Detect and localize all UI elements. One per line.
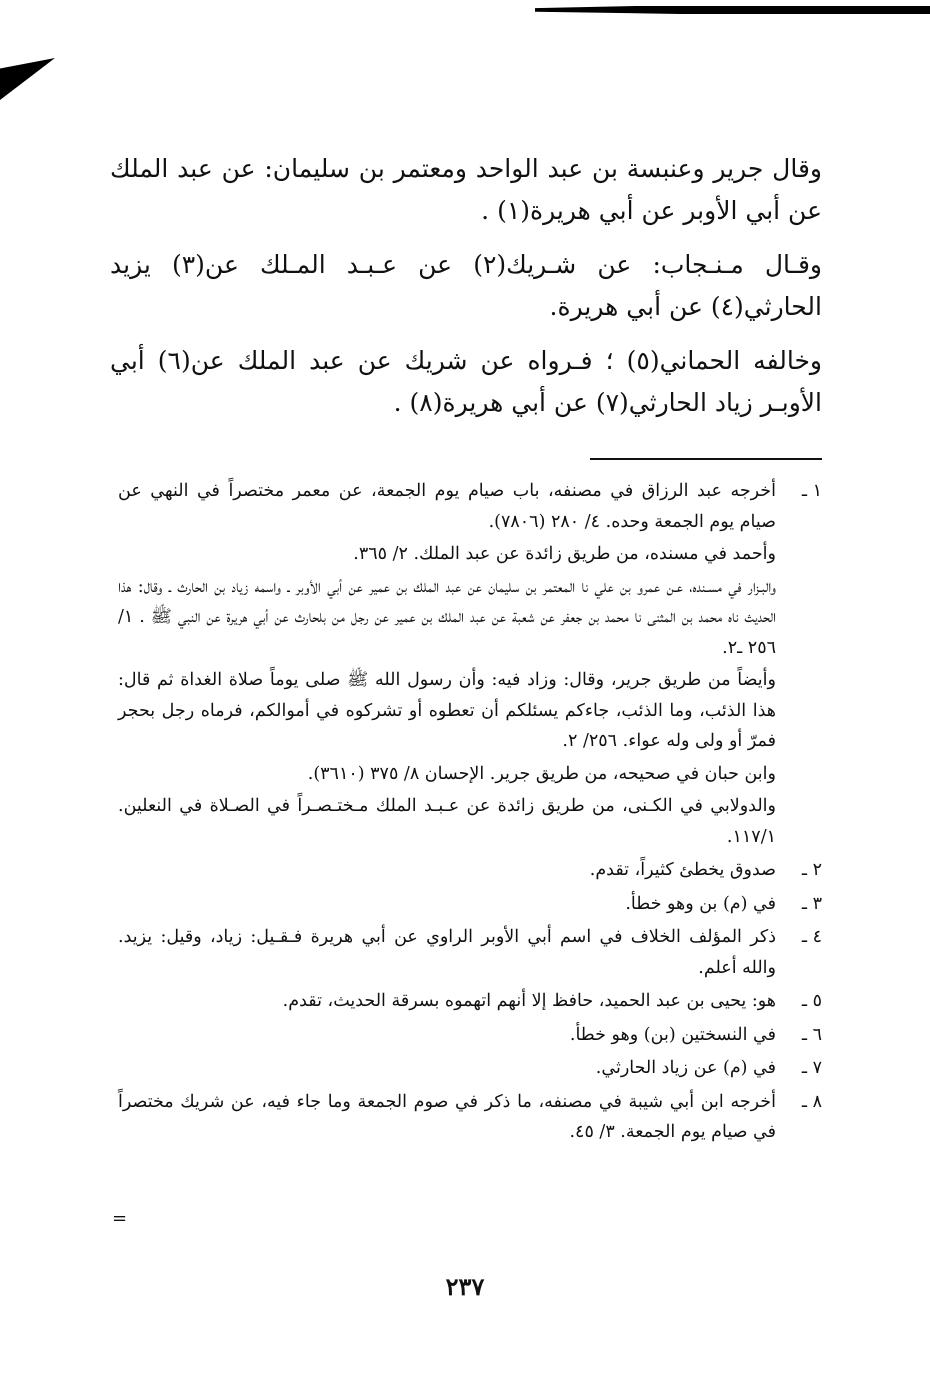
footnotes [118, 476, 822, 1151]
footnote-body [118, 889, 776, 920]
footnote-paragraph: وابن حبان في صحيحه، من طريق جرير. الإحسان ٨/ ٣٧٥ (٣٦١٠). [307, 763, 776, 784]
footnote-number: ١ ـ [801, 481, 822, 501]
continuation-mark: = [112, 1208, 128, 1229]
footnote-number: ٣ ـ [801, 893, 822, 914]
footnote-body [118, 1053, 776, 1084]
footnote-body [118, 1087, 776, 1148]
footnote-body [118, 986, 776, 1017]
footnote-paragraph: وأيضاً من طريق جرير، وقال: وزاد فيه: وأن رسول الله ﷺ صلى يوماً صلاة الغداة ثم قال: هذا الذئب، وما الذئب، جاءكم يسئلكم أن تعطوه أو تشركوه في أموالكم، فرماه رجل بحجر فمرّ أو ولى وله عواء. ٢٥٦/ ٢. [118, 670, 776, 751]
footnote-body [118, 476, 776, 852]
footnote-paragraph: أخرجه ابن أبي شيبة في مصنفه، ما ذكر في صوم الجمعة وما جاء فيه، عن شريك مختصراً في صيام يوم الجمعة. ٣/ ٤٥. [118, 1091, 776, 1142]
footnote-paragraph: في النسختين (بن) وهو خطأ. [569, 1024, 776, 1045]
footnote-3 [118, 889, 822, 920]
footnote-number: ٧ ـ [801, 1058, 822, 1078]
footnote-number: ٥ ـ [801, 991, 822, 1011]
footnote-number: ٤ ـ [801, 927, 822, 947]
footnote-8 [118, 1087, 822, 1148]
footnote-paragraph: أخرجه عبد الرزاق في مصنفه، باب صيام يوم الجمعة، عن معمر مختصراً في النهي عن صيام يوم الجمعة وحده. ٤/ ٢٨٠ (٧٨٠٦). [118, 481, 776, 532]
footnote-body [118, 855, 776, 886]
footnote-paragraph: ذكر المؤلف الخلاف في اسم أبي الأوبر الراوي عن أبي هريرة فـقـيل: زياد، وقيل: يزيد. والله أعلم. [118, 927, 776, 978]
footnote-number: ٦ ـ [801, 1024, 822, 1045]
footnote-paragraph: والدولابي في الكـنى، من طريق زائدة عن عـبـد الملك مـختـصـراً في الصـلاة في النعلين. ١١٧/١. [118, 796, 776, 847]
footnote-number: ٨ ـ [801, 1091, 822, 1112]
footnote-body [118, 1020, 776, 1051]
scan-edge-mark-left [0, 58, 55, 100]
footnote-paragraph: في (م) بن وهو خطأ. [625, 893, 776, 914]
footnote-4 [118, 922, 822, 983]
main-paragraph-1: وقال جرير وعنبسة بن عبد الواحد ومعتمر بن سليمان: عن عبد الملك عن أبي الأوبر عن أبي هريرة(١) . [110, 154, 822, 225]
footnote-6 [118, 1020, 822, 1051]
page-number: ٢٣٧ [445, 1272, 485, 1301]
footnote-number: ٢ ـ [801, 860, 822, 880]
footnote-paragraph: هو: يحيى بن عبد الحميد، حافظ إلا أنهم اتهموه بسرقة الحديث، تقدم. [282, 991, 776, 1011]
footnote-2 [118, 855, 822, 886]
main-paragraph-2: وقـال مـنـجاب: عن شـريك(٢) عن عـبـد المـلك عن(٣) يزيد الحارثي(٤) عن أبي هريرة. [110, 250, 822, 321]
main-text [110, 148, 822, 436]
footnote-1 [118, 476, 822, 852]
main-paragraph-3: وخالفه الحماني(٥) ؛ فـرواه عن شريك عن عبد الملك عن(٦) أبي الأوبـر زياد الحارثي(٧) عن أبي هريرة(٨) . [110, 346, 822, 417]
scan-edge-mark-top [535, 0, 930, 18]
footnote-5 [118, 986, 822, 1017]
footnote-body [118, 922, 776, 983]
footnote-paragraph: وأحمد في مسنده، من طريق زائدة عن عبد الملك. ٢/ ٣٦٥. [353, 544, 776, 564]
footnote-separator [590, 458, 822, 460]
footnote-7 [118, 1053, 822, 1084]
footnote-paragraph: والبـزار في مسـنده، عـن عمرو بن علي نا المعتمر بن سليمان عن عبد الملك بن عمير عن أبي الأوبر ـ واسمه زياد بن الحارث ـ وقال: هذا الحديث ناه محمد بن المثنى نا محمد بن جعفر عن شعبة عن عبد الملك بن عمير عن رجل من بلحارث عن أبي هريرة عن النبي ﷺ . ١/ ٢٥٦ ـ٢. [118, 576, 776, 658]
footnote-paragraph: صدوق يخطئ كثيراً، تقدم. [589, 860, 776, 880]
footnote-paragraph: في (م) عن زياد الحارثي. [595, 1058, 776, 1078]
